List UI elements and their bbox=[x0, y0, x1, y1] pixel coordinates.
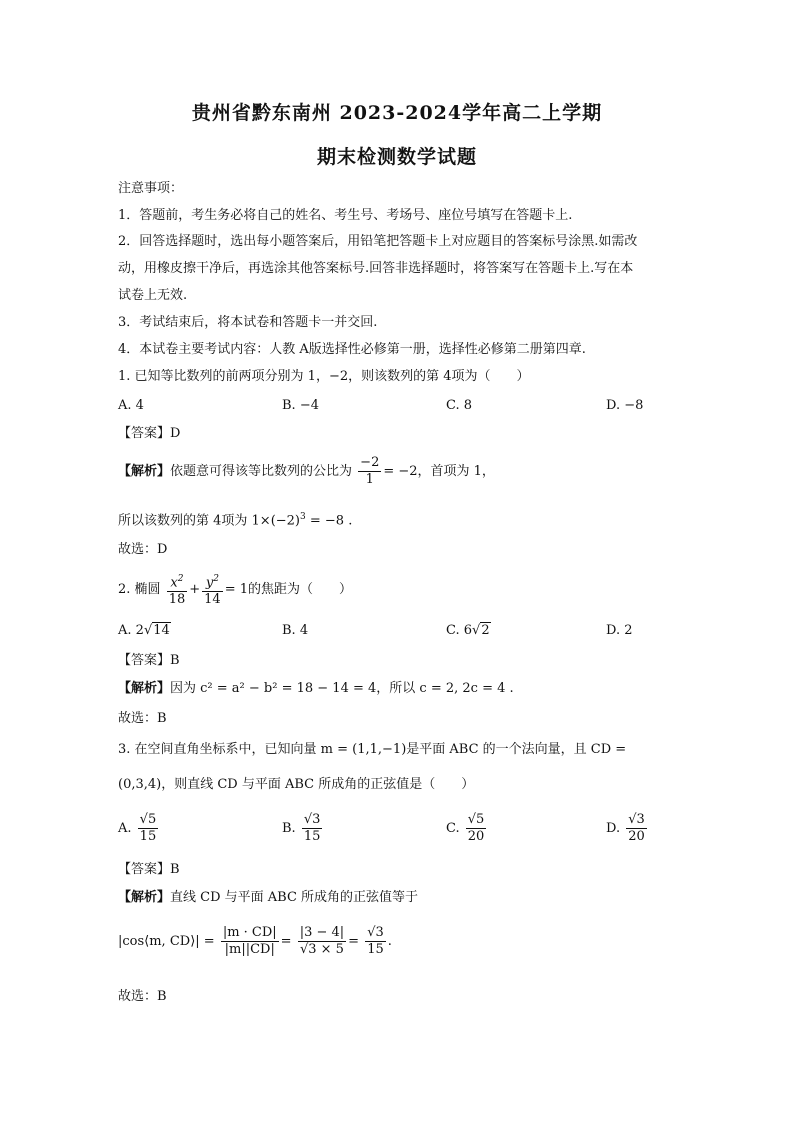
q1-option-d: D. −8 bbox=[606, 398, 644, 413]
q1-analysis-2-text: 所以该数列的第 4项为 1×(−2) bbox=[118, 513, 301, 529]
q3-stem-2: (0,3,4)，则直线 CD 与平面 ABC 所成角的正弦值是（ ） bbox=[118, 777, 475, 792]
note-4: 4．本试卷主要考试内容：人教 A版选择性必修第一册，选择性必修第二册第四章. bbox=[118, 342, 586, 357]
note-1: 1．答题前，考生务必将自己的姓名、考生号、考场号、座位号填写在答题卡上. bbox=[118, 208, 573, 223]
page-title-line2: 期末检测数学试题 bbox=[316, 146, 477, 168]
q1-exponent: 3 bbox=[300, 512, 306, 522]
q2-option-b: B. 4 bbox=[282, 623, 309, 638]
q2-analysis: 【解析】因为 c² = a² − b² = 18 − 14 = 4，所以 c = 2, 2c = 4 . bbox=[118, 681, 514, 696]
q3-option-a: A. $\frac{√5}{15}$ bbox=[118, 812, 157, 844]
q1-analysis-2-end: = −8 . bbox=[305, 513, 353, 529]
q2-stem-start: 2. 椭圆 bbox=[118, 582, 161, 597]
q1-option-c: C. 8 bbox=[446, 398, 473, 413]
q2-stem: 2. 椭圆 $\frac{x^2}{18}$ + $\frac{y^2}{14}$ = 1的焦距为（ ） bbox=[118, 570, 352, 610]
q2-option-d: D. 2 bbox=[606, 623, 633, 638]
q2-y-fraction bbox=[202, 571, 223, 608]
q1-analysis-text-end: = −2，首项为 1， bbox=[383, 464, 495, 479]
q1-analysis-2 bbox=[118, 508, 352, 530]
page-title-line1: 贵州省黔东南州 2023-2024学年高二上学期 bbox=[191, 102, 603, 124]
q2-x-den: 18 bbox=[168, 592, 186, 608]
q2-y-exp: 2 bbox=[213, 573, 219, 584]
note-3: 3．考试结束后，将本试卷和答题卡一并交回. bbox=[118, 315, 378, 330]
note-2b: 动，用橡皮擦干净后，再选涂其他答案标号.回答非选择题时，将答案写在答题卡上.写在本 bbox=[118, 261, 634, 276]
q3-conclusion: 故选：B bbox=[118, 989, 167, 1004]
note-2c: 试卷上无效. bbox=[118, 288, 188, 303]
q2-y-den: 14 bbox=[204, 592, 221, 608]
q2-conclusion: 故选：B bbox=[118, 711, 167, 726]
q3-answer: 【答案】B bbox=[118, 862, 180, 877]
q2-answer: 【答案】B bbox=[118, 653, 180, 668]
q3-analysis: 【解析】直线 CD 与平面 ABC 所成角的正弦值等于 bbox=[118, 890, 419, 905]
q2-x-fraction bbox=[167, 571, 188, 608]
q2-option-c: C. 6√2 bbox=[446, 623, 490, 638]
q3-formula-frac3: $\frac{√3}{15}$ bbox=[367, 925, 384, 957]
q3-formula: |cos⟨m, CD⟩| = $\frac{|m \cdot CD|}{|m||CD|}$ = $\frac{|3 - 4|}{√3 \times 5}$ = $\frac{√3}{15}$ . bbox=[118, 925, 392, 957]
q2-x-exp: 2 bbox=[177, 573, 184, 584]
q1-stem: 1. 已知等比数列的前两项分别为 1，−2，则该数列的第 4项为（ ） bbox=[118, 369, 530, 384]
q1-answer: 【答案】D bbox=[118, 426, 181, 441]
q2-y-var: y bbox=[205, 575, 214, 591]
q1-ratio-den: 1 bbox=[365, 472, 374, 487]
q3-option-c: C. $\frac{√5}{20}$ bbox=[446, 812, 485, 844]
q2-option-a: A. 2√14 bbox=[118, 623, 170, 638]
q1-option-a: A. 4 bbox=[118, 398, 144, 413]
q1-analysis-label: 【解析】 bbox=[118, 464, 171, 479]
q3-stem-1: 3. 在空间直角坐标系中，已知向量 m = (1,1,−1)是平面 ABC 的一个法向量，且 CD = bbox=[118, 742, 627, 757]
q3-formula-frac2: $\frac{|3 - 4|}{√3 \times 5}$ bbox=[299, 925, 345, 957]
q3-option-b: B. $\frac{√3}{15}$ bbox=[282, 812, 321, 844]
q3-formula-frac1: $\frac{|m \cdot CD|}{|m||CD|}$ bbox=[222, 925, 277, 957]
q3-option-d: D. $\frac{√3}{20}$ bbox=[606, 812, 645, 844]
q2-x-var: x bbox=[170, 575, 178, 591]
q3-formula-left: |cos⟨m, CD⟩| = bbox=[118, 934, 215, 949]
q1-analysis-1 bbox=[118, 452, 495, 492]
q1-conclusion: 故选：D bbox=[118, 542, 168, 557]
q1-ratio-fraction bbox=[358, 455, 381, 488]
note-2a: 2．回答选择题时，选出每小题答案后，用铅笔把答题卡上对应题目的答案标号涂黑.如需改 bbox=[118, 234, 638, 249]
notes-heading: 注意事项： bbox=[118, 181, 184, 196]
q1-analysis-text: 依题意可得该等比数列的公比为 bbox=[170, 464, 353, 479]
q1-ratio-num: −2 bbox=[360, 455, 380, 470]
q1-option-b: B. −4 bbox=[282, 398, 319, 413]
q2-stem-end: = 1的焦距为（ ） bbox=[224, 582, 352, 597]
